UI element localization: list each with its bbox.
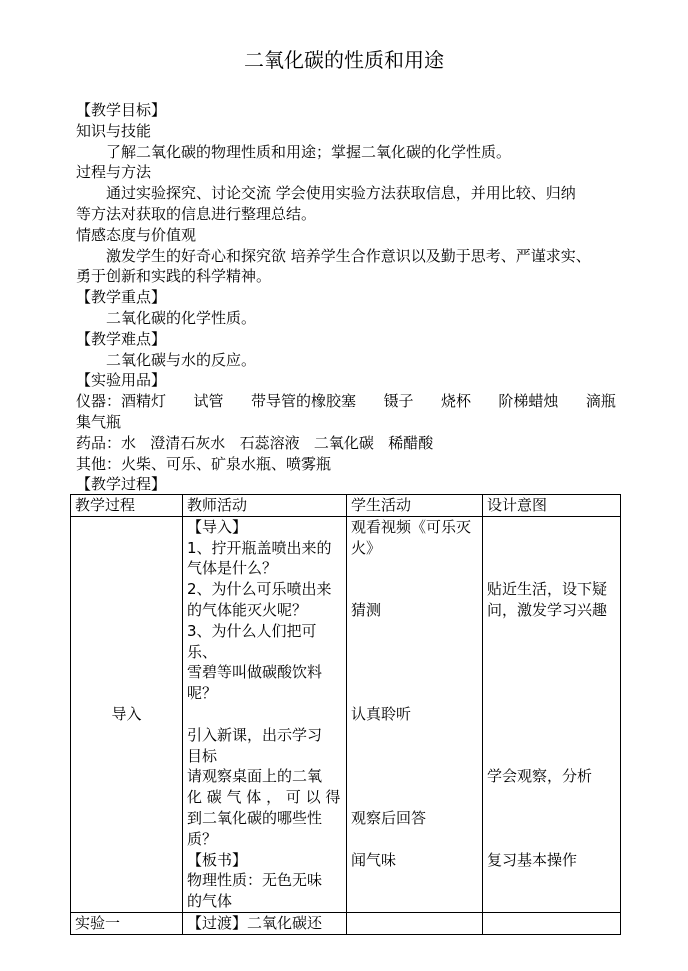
cell-line: 2、为什么可乐喷出来 (187, 580, 332, 599)
instrument-item: 仪器：酒精灯 (76, 392, 167, 411)
cell-line: 贴近生活，设下疑 (487, 580, 608, 599)
cell-line (487, 829, 616, 850)
process-text-2: 等方法对获取的信息进行整理总结。 (76, 204, 317, 223)
teacher-activity-cell: 【过渡】二氧化碳还 (183, 912, 347, 934)
key-text: 二氧化碳的化学性质。 (106, 308, 257, 327)
cell-line: 1、拧开瓶盖喷出来的 (187, 538, 332, 557)
cell-line: 的气体 (187, 892, 233, 911)
instruments-cont: 集气瓶 (76, 412, 122, 431)
cell-line: 目标 (187, 746, 218, 765)
instrument-item: 阶梯蜡烛 (498, 392, 559, 411)
cell-line (351, 746, 478, 767)
emotion-text-2: 勇于创新和实践的科学精神。 (76, 267, 272, 286)
cell-line (487, 683, 616, 704)
cell-line (487, 870, 616, 891)
cell-line (351, 558, 478, 579)
difficulty-text: 二氧化碳与水的反应。 (106, 350, 257, 369)
cell-line: 呢？ (187, 684, 218, 703)
cell-line (187, 704, 342, 725)
student-activity-cell (347, 516, 483, 912)
process-text-1: 通过实验探究、讨论交流 学会使用实验方法获取信息，并用比较、归纳 (106, 184, 576, 203)
instrument-item: 带导管的橡胶塞 (250, 392, 356, 411)
cell-line (487, 704, 616, 725)
cell-line: 问，激发学习兴趣 (487, 600, 608, 619)
cell-line: 学会观察，分析 (487, 767, 593, 786)
cell-line (351, 829, 478, 850)
cell-line: 火》 (351, 538, 382, 557)
student-activity-cell (347, 912, 483, 934)
process-table-heading: 【教学过程】 (76, 475, 167, 494)
cell-line (351, 766, 478, 787)
emotion-text-1: 激发学生的好奇心和探究欲 培养学生合作意识以及勤于思考、严谨求实、 (106, 246, 591, 265)
cell-line: 雪碧等叫做碳酸饮料 (187, 663, 323, 682)
others-line: 其他：火柴、可乐、矿泉水瓶、喷雾瓶 (76, 454, 332, 473)
cell-line: 的气体能灭火呢？ (187, 600, 308, 619)
stage-cell: 导入 (71, 516, 183, 912)
cell-line (351, 579, 478, 600)
instrument-item: 试管 (193, 392, 224, 411)
header-intent: 设计意图 (483, 495, 621, 517)
cell-line (487, 662, 616, 683)
cell-line (351, 642, 478, 663)
cell-line: 【板书】 (187, 850, 248, 869)
knowledge-heading: 知识与技能 (76, 121, 152, 140)
table-header-row (71, 495, 621, 517)
cell-line (487, 621, 616, 642)
cell-line (487, 558, 616, 579)
teaching-process-table (70, 494, 621, 935)
cell-line (487, 746, 616, 767)
cell-line: 猜测 (351, 600, 382, 619)
cell-line (351, 683, 478, 704)
cell-line (487, 808, 616, 829)
cell-line (351, 725, 478, 746)
goals-heading: 【教学目标】 (76, 101, 167, 119)
difficulty-heading: 【教学难点】 (76, 329, 167, 348)
cell-line (351, 787, 478, 808)
cell-line (487, 642, 616, 663)
document-title: 二氧化碳的性质和用途 (244, 48, 444, 72)
cell-line: 观看视频《可乐灭 (351, 517, 472, 536)
header-stage: 教学过程 (71, 495, 183, 517)
key-heading: 【教学重点】 (76, 288, 167, 307)
instrument-item: 烧杯 (440, 392, 471, 411)
cell-line: 到二氧化碳的哪些性 (187, 808, 323, 827)
cell-line (351, 621, 478, 642)
design-intent-cell (483, 516, 621, 912)
emotion-heading: 情感态度与价值观 (76, 225, 197, 244)
cell-line (351, 870, 478, 891)
supplies-heading: 【实验用品】 (76, 371, 167, 390)
cell-line: 物理性质：无色无味 (187, 871, 323, 890)
cell-line: 气体是什么？ (187, 559, 278, 578)
reagents-line: 药品：水 澄清石灰水 石蕊溶液 二氧化碳 稀醋酸 (76, 433, 434, 452)
stage-cell: 实验一 (71, 912, 183, 934)
knowledge-text: 了解二氧化碳的物理性质和用途；掌握二氧化碳的化学性质。 (106, 142, 512, 161)
process-heading: 过程与方法 (76, 163, 152, 182)
cell-line: 化 碳 气 体 ， 可 以 得 (187, 788, 341, 807)
cell-line: 观察后回答 (351, 808, 427, 827)
cell-line: 质？ (187, 829, 218, 848)
document-body (76, 100, 616, 495)
teacher-activity-cell (183, 516, 347, 912)
table-row (71, 516, 621, 912)
cell-line: 闻气味 (351, 850, 397, 869)
cell-line (487, 787, 616, 808)
instruments-list (76, 391, 616, 412)
cell-line (351, 662, 478, 683)
cell-line: 【导入】 (187, 517, 248, 536)
cell-line: 复习基本操作 (487, 850, 578, 869)
design-intent-cell (483, 912, 621, 934)
header-student: 学生活动 (347, 495, 483, 517)
cell-line: 3、为什么人们把可乐、 (187, 621, 317, 661)
cell-line (487, 517, 616, 538)
cell-line: 引入新课，出示学习 (187, 725, 323, 744)
cell-line (487, 725, 616, 746)
cell-line: 请观察桌面上的二氧 (187, 767, 323, 786)
cell-line (487, 538, 616, 559)
instrument-item: 镊子 (383, 392, 414, 411)
header-teacher: 教师活动 (183, 495, 347, 517)
table-row (71, 912, 621, 934)
cell-line: 认真聆听 (351, 704, 412, 723)
instrument-item: 滴瓶 (585, 392, 616, 411)
